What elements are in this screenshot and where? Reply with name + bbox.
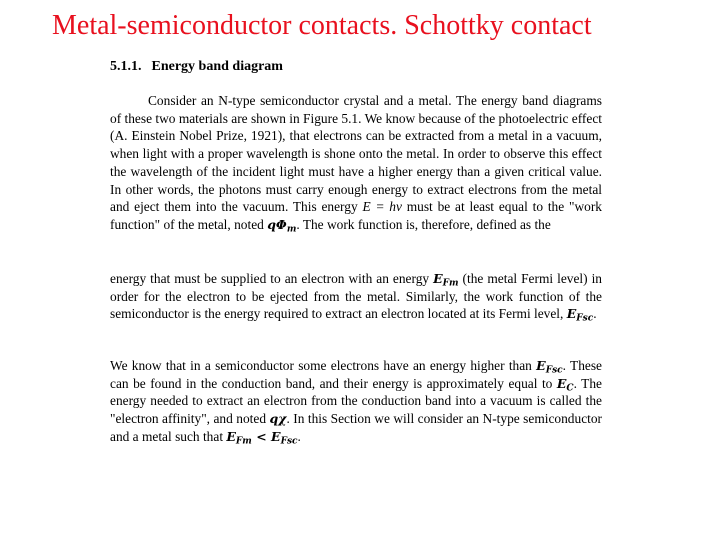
text-run: . In this Section we will consider an N-type semiconductor and a metal such that [110,411,603,444]
math-subscript: Fm [442,278,459,289]
text-run: . These can be found in the conduction band, and their energy is approximately equal to [110,358,602,391]
section-heading [110,58,283,76]
math-subscript: Fm [235,436,252,447]
math-subscript: Fsc [545,365,563,376]
paragraph-photoelectric [110,92,602,234]
paragraph-work-function [110,270,602,323]
paragraph-electron-affinity [110,357,602,446]
text-run: . The energy needed to extract an electron from the conduction band into a vacuum is called the "electron affinity", and noted [110,375,602,427]
math-subscript: m [286,224,297,235]
text-run: must be at least equal to the "work function" of the metal, noted [110,199,602,232]
math-fermi-inequality [226,428,298,447]
section-title: Energy band diagram [151,59,283,74]
math-subscript: Fsc [576,314,594,325]
text-run: Consider an N-type semiconductor crystal and a metal. The energy band diagrams of these two materials are shown in Figure 5.1. We know because of the photoelectric effect (A. Einstein Nobel Prize, 1921), that electrons can be extracted from a metal in a vacuum, when light with a proper wavelength is shone onto the metal. In order to observe this effect the wavelength of the incident light must have a higher energy than a given critical value. In other words, the photons must carry enough energy to extract electrons from the metal and eject them into the vacuum. This energy [110,93,602,215]
math-base: E [566,306,577,322]
math-conduction-band-edge [556,375,574,394]
math-metal-fermi-level [433,271,459,289]
slide-title: Metal-semiconductor contacts. Schottky contact [52,10,592,41]
math-base: E [226,428,236,444]
text-run: We know that in a semiconductor some electrons have an energy higher than [110,358,537,373]
math-photon-energy: E = hν [362,199,402,215]
math-base: qΦ [267,216,287,232]
math-metal-work-function [267,216,297,235]
math-base: E [556,375,567,391]
math-operator: < [251,428,272,444]
math-electron-affinity: qχ [269,411,287,427]
section-number: 5.1.1. [110,59,142,74]
math-subscript: C [566,383,574,394]
math-subscript: Fsc [280,436,298,447]
text-run: energy that must be supplied to an electron with an energy [110,271,434,286]
math-semiconductor-fermi-level [536,358,563,376]
text-run: . [297,428,301,444]
text-run: . The work function is, therefore, defined as the [296,216,551,232]
math-base: E [271,428,281,444]
math-semiconductor-fermi-level [566,306,594,325]
math-base: E [433,271,443,286]
math-base: E [536,358,546,373]
text-run: (the metal Fermi level) in order for the electron to be ejected from the metal. Similarly, the work function of the semiconductor is the energy required to extract an electron located at its Fermi level, [110,271,602,322]
text-run: . [593,306,597,322]
